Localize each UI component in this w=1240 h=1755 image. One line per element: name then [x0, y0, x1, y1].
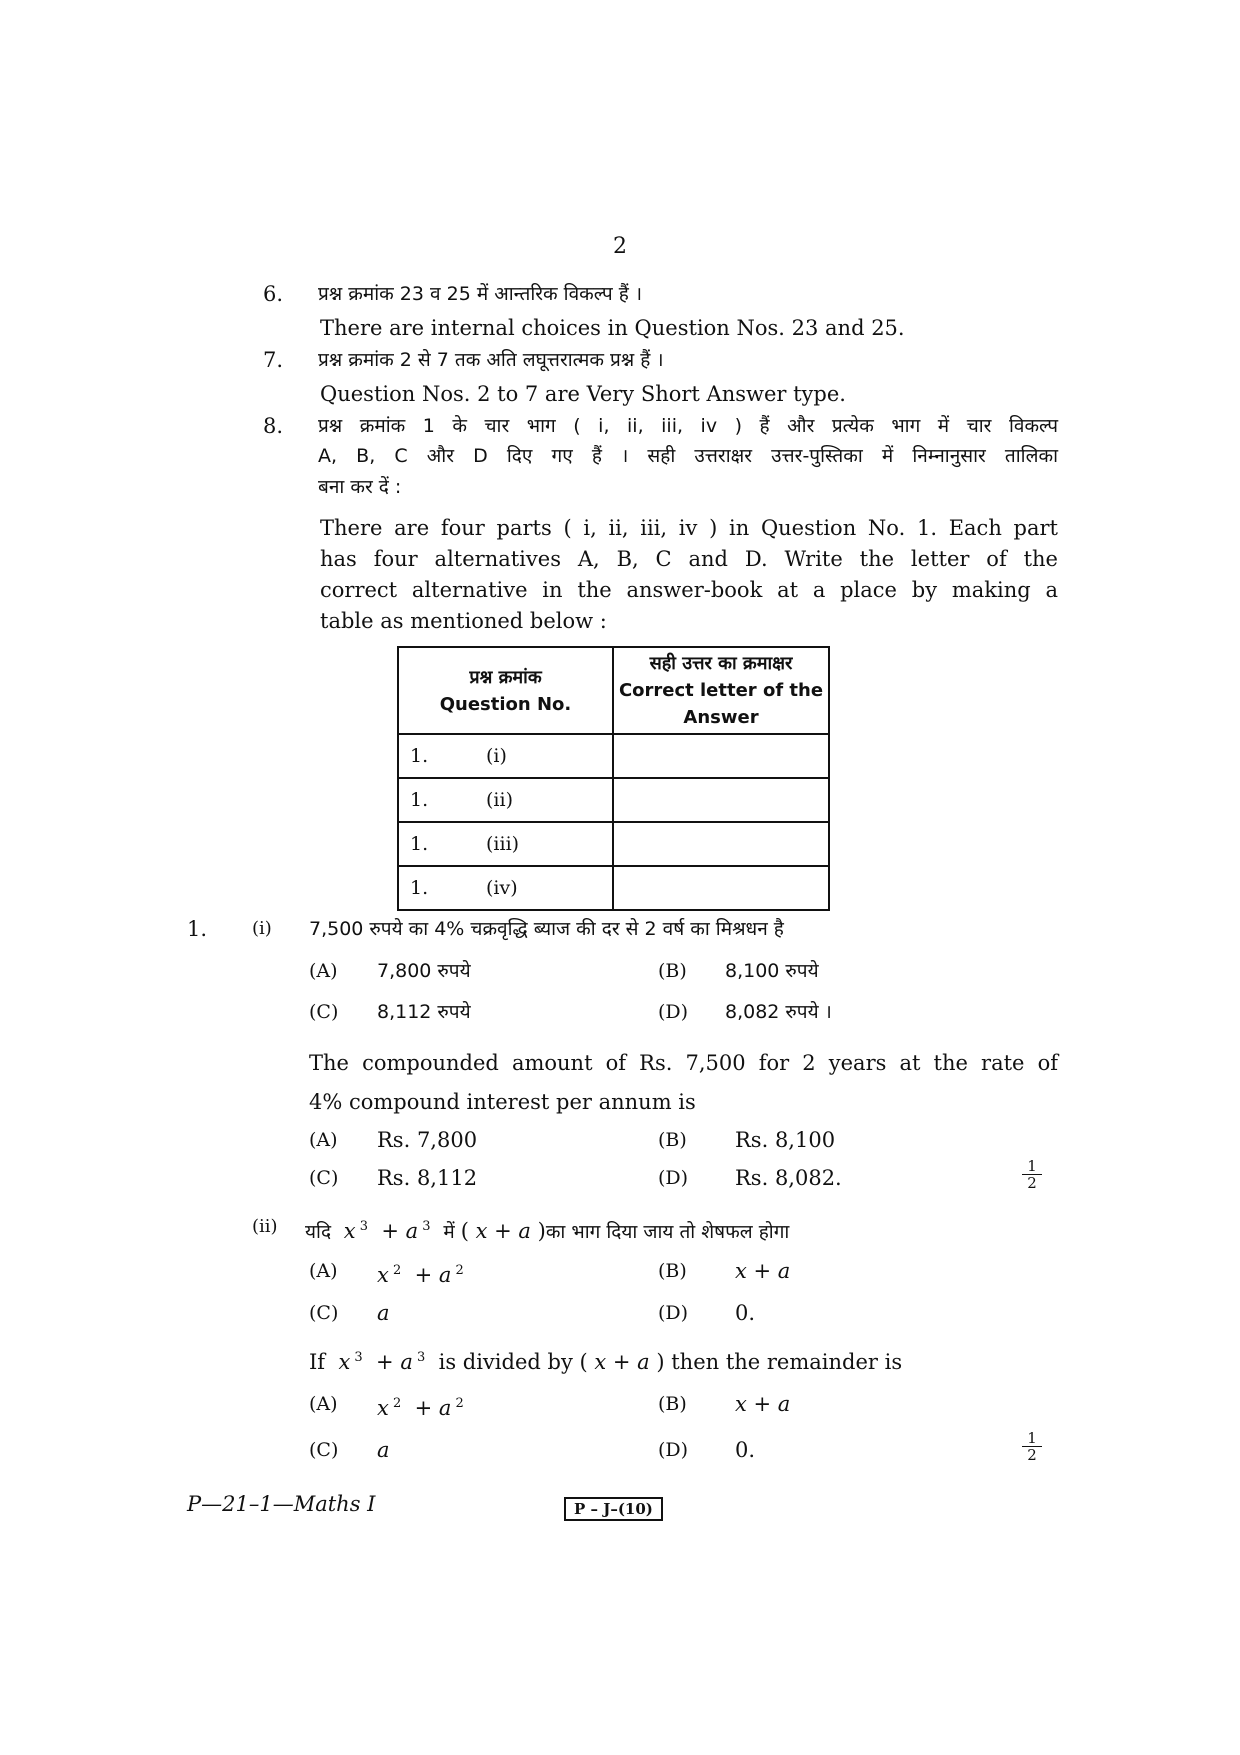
- marks-fraction: [1022, 1430, 1042, 1463]
- option-label-c: (C): [309, 1439, 339, 1461]
- header-question-english: Question No.: [439, 693, 572, 715]
- q1ii-english-option-b: x + a: [735, 1392, 791, 1416]
- row-question-number: 1.: [410, 745, 429, 767]
- q1i-english-option-d: Rs. 8,082.: [735, 1166, 842, 1190]
- option-label-a: (A): [309, 960, 338, 982]
- q1i-english-option-a: Rs. 7,800: [377, 1128, 478, 1152]
- option-label-c: (C): [309, 1302, 339, 1324]
- q1ii-hindi-mid: में: [443, 1221, 455, 1243]
- q1i-english-line: The compounded amount of Rs. 7,500 for 2 years at the rate of: [309, 1051, 1058, 1075]
- marks-denominator: 2: [1027, 1446, 1037, 1464]
- page-number: 2: [613, 234, 627, 259]
- option-label-b: (B): [658, 960, 687, 982]
- instruction-7-english: Question Nos. 2 to 7 are Very Short Answer type.: [320, 382, 846, 406]
- instruction-8-english-line: has four alternatives A, B, C and D. Write the letter of the: [320, 547, 1058, 571]
- answer-cell: [613, 822, 829, 866]
- option-label-b: (B): [658, 1260, 687, 1282]
- option-label-a: (A): [309, 1260, 338, 1282]
- row-question-number: 1.: [410, 789, 429, 811]
- q1ii-english-post: then the remainder is: [671, 1350, 903, 1374]
- instruction-8-english-line: correct alternative in the answer-book at a place by making a: [320, 578, 1058, 602]
- row-question-number: 1.: [410, 877, 429, 899]
- instruction-8-english-line: table as mentioned below :: [320, 609, 607, 633]
- option-label-d: (D): [658, 1001, 689, 1023]
- marks-fraction: [1022, 1158, 1042, 1191]
- q1ii-english-pre: If: [309, 1350, 326, 1374]
- option-label-a: (A): [309, 1393, 338, 1415]
- q1ii-hindi-option-d: 0.: [735, 1301, 756, 1325]
- marks-denominator: 2: [1027, 1174, 1037, 1192]
- instruction-8-hindi-line: बना कर दें :: [318, 476, 402, 498]
- instruction-8-number: 8.: [263, 414, 284, 438]
- q1i-hindi-option-a: 7,800 रुपये: [377, 960, 471, 982]
- option-label-d: (D): [658, 1302, 689, 1324]
- question-1-ii-hindi: [305, 1213, 789, 1246]
- option-label-d: (D): [658, 1167, 689, 1189]
- option-label-d: (D): [658, 1439, 689, 1461]
- question-1-ii-english: If x $^3$ + a $^3$ is divided by ( x + a ) then the remainder is: [309, 1350, 903, 1374]
- header-question-hindi: प्रश्न क्रमांक: [469, 666, 542, 688]
- footer-paper-code: P—21–1—Maths I: [187, 1492, 376, 1516]
- option-label-b: (B): [658, 1129, 687, 1151]
- q1ii-expression: x $^3$ + a $^3$: [343, 1219, 431, 1243]
- answer-format-table: [397, 646, 830, 911]
- q1i-english-line: 4% compound interest per annum is: [309, 1090, 696, 1114]
- q1i-english-option-b: Rs. 8,100: [735, 1128, 836, 1152]
- option-label-c: (C): [309, 1001, 339, 1023]
- instruction-6-hindi: प्रश्न क्रमांक 23 व 25 में आन्तरिक विकल्प हैं ।: [318, 283, 643, 305]
- table-row: [398, 822, 829, 866]
- instruction-8-english-line: There are four parts ( i, ii, iii, iv ) in Question No. 1. Each part: [320, 516, 1058, 540]
- q1i-hindi-option-c: 8,112 रुपये: [377, 1001, 471, 1023]
- option-label-a: (A): [309, 1129, 338, 1151]
- marks-numerator: 1: [1022, 1430, 1042, 1447]
- table-row: [398, 734, 829, 778]
- instruction-8-hindi-line: प्रश्न क्रमांक 1 के चार भाग ( i, ii, iii, iv ) हैं और प्रत्येक भाग में चार विकल्प: [318, 415, 1058, 437]
- q1ii-english-option-d: 0.: [735, 1438, 756, 1462]
- row-part: (i): [486, 745, 507, 767]
- table-row: [398, 778, 829, 822]
- marks-numerator: 1: [1022, 1158, 1042, 1175]
- instruction-6-english: There are internal choices in Question Nos. 23 and 25.: [320, 316, 905, 340]
- header-answer-english: Correct letter of the Answer: [618, 680, 824, 728]
- question-1-part-ii-label: (ii): [252, 1216, 278, 1237]
- q1i-hindi-option-b: 8,100 रुपये: [725, 960, 819, 982]
- row-part: (iii): [486, 833, 520, 855]
- q1ii-english-option-a: x $^2$ + a $^2$: [377, 1396, 464, 1420]
- header-question-no: [398, 647, 613, 734]
- row-question-number: 1.: [410, 833, 429, 855]
- q1ii-english-option-c: a: [377, 1438, 390, 1462]
- answer-cell: [613, 778, 829, 822]
- answer-cell: [613, 734, 829, 778]
- q1ii-hindi-post: का भाग दिया जाय तो शेषफल होगा: [545, 1221, 790, 1243]
- option-label-b: (B): [658, 1393, 687, 1415]
- q1i-hindi-option-d: 8,082 रुपये ।: [725, 1001, 832, 1023]
- row-part: (iv): [486, 877, 518, 899]
- question-1-part-i-label: (i): [252, 918, 272, 939]
- q1ii-hindi-option-c: a: [377, 1301, 390, 1325]
- option-label-c: (C): [309, 1167, 339, 1189]
- header-correct-letter: [613, 647, 829, 734]
- q1ii-hindi-option-a: x $^2$ + a $^2$: [377, 1263, 464, 1287]
- answer-cell: [613, 866, 829, 910]
- q1ii-hindi-pre: यदि: [305, 1221, 332, 1243]
- footer-box-code: P – J–(10): [564, 1497, 663, 1521]
- header-answer-hindi: सही उत्तर का क्रमाक्षर: [649, 653, 793, 674]
- q1i-english-option-c: Rs. 8,112: [377, 1166, 478, 1190]
- question-1-i-hindi: 7,500 रुपये का 4% चक्रवृद्धि ब्याज की दर से 2 वर्ष का मिश्रधन है: [309, 918, 784, 940]
- instruction-6-number: 6.: [263, 282, 284, 306]
- instruction-8-hindi-line: A, B, C और D दिए गए हैं । सही उत्तराक्षर उत्तर-पुस्तिका में निम्नानुसार तालिका: [318, 445, 1058, 467]
- q1ii-divisor: ( x + a ): [460, 1219, 546, 1243]
- instruction-7-hindi: प्रश्न क्रमांक 2 से 7 तक अति लघूत्तरात्मक प्रश्न हैं ।: [318, 349, 664, 371]
- table-row: [398, 866, 829, 910]
- q1ii-hindi-option-b: x + a: [735, 1259, 791, 1283]
- q1ii-english-mid: is divided by: [438, 1350, 573, 1374]
- instruction-7-number: 7.: [263, 348, 284, 372]
- row-part: (ii): [486, 789, 513, 811]
- question-1-number: 1.: [187, 917, 208, 941]
